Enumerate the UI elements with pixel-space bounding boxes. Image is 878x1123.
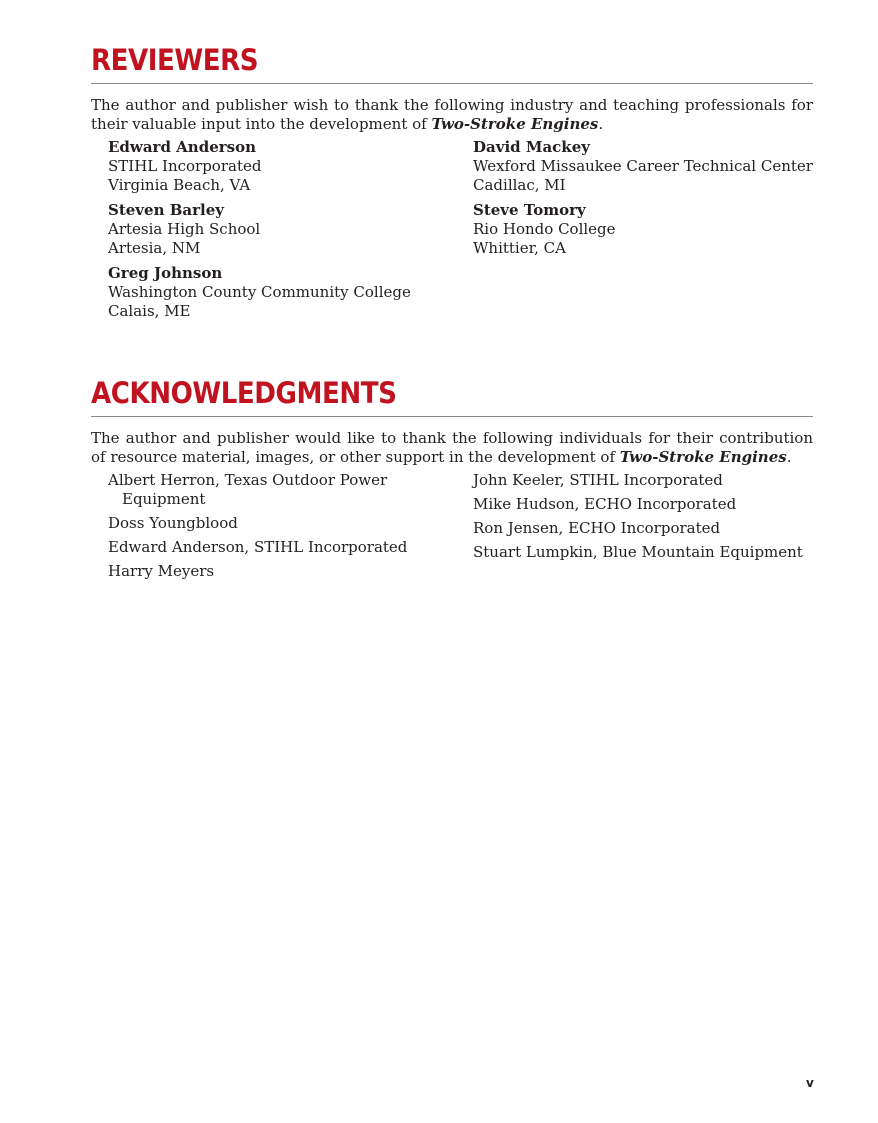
reviewer-entry — [473, 201, 813, 258]
reviewers-intro-text: The author and publisher wish to thank the following industry and teaching professionals for their valuable input into the development of — [91, 96, 813, 133]
acknowledgments-columns — [91, 471, 813, 586]
acknowledgment-item: Edward Anderson, STIHL Incorporated — [108, 538, 408, 556]
reviewers-book-title: Two-Stroke Engines — [431, 115, 599, 133]
reviewer-org: Wexford Missaukee Career Technical Center — [473, 157, 813, 175]
acknowledgments-intro-end: . — [786, 448, 792, 466]
acknowledgment-item: Doss Youngblood — [108, 514, 238, 532]
reviewer-location: Cadillac, MI — [473, 176, 566, 194]
reviewer-org: Artesia High School — [108, 220, 261, 238]
acknowledgment-item: Stuart Lumpkin, Blue Mountain Equipment — [473, 543, 803, 561]
reviewer-entry — [473, 138, 813, 195]
reviewer-name: Greg Johnson — [108, 264, 223, 282]
reviewer-entry — [108, 138, 473, 195]
acknowledgment-item: John Keeler, STIHL Incorporated — [473, 471, 723, 489]
reviewers-right-column — [473, 138, 813, 327]
acknowledgments-intro — [91, 429, 813, 467]
acknowledgments-heading: ACKNOWLEDGMENTS — [91, 376, 397, 410]
reviewer-org: Rio Hondo College — [473, 220, 616, 238]
reviewer-location: Calais, ME — [108, 302, 191, 320]
reviewers-intro — [91, 96, 813, 134]
acknowledgments-left-column — [108, 471, 473, 586]
page-number: v — [806, 1076, 814, 1090]
reviewer-org: Washington County Community College — [108, 283, 411, 301]
acknowledgments-section — [91, 373, 813, 586]
acknowledgments-divider — [91, 416, 813, 417]
reviewer-location: Artesia, NM — [108, 239, 201, 257]
reviewers-divider — [91, 83, 813, 84]
reviewer-entry — [108, 201, 473, 258]
acknowledgment-item: Ron Jensen, ECHO Incorporated — [473, 519, 721, 537]
reviewer-name: Steven Barley — [108, 201, 224, 219]
reviewer-location: Whittier, CA — [473, 239, 566, 257]
acknowledgments-book-title: Two-Stroke Engines — [619, 448, 787, 466]
acknowledgment-item: Albert Herron, Texas Outdoor Power Equipment — [108, 471, 388, 508]
acknowledgment-item: Mike Hudson, ECHO Incorporated — [473, 495, 737, 513]
reviewers-left-column — [108, 138, 473, 327]
reviewers-columns — [91, 138, 813, 327]
page-content — [91, 40, 813, 586]
reviewers-heading: REVIEWERS — [91, 43, 259, 77]
reviewer-name: David Mackey — [473, 138, 590, 156]
acknowledgments-intro-text: The author and publisher would like to thank the following individuals for their contribution of resource material, images, or other support in the development of — [91, 429, 813, 466]
acknowledgments-right-column — [473, 471, 813, 586]
reviewer-entry — [108, 264, 473, 321]
reviewers-section — [91, 40, 813, 327]
reviewer-org: STIHL Incorporated — [108, 157, 262, 175]
reviewer-name: Steve Tomory — [473, 201, 586, 219]
reviewer-location: Virginia Beach, VA — [108, 176, 251, 194]
reviewer-name: Edward Anderson — [108, 138, 257, 156]
acknowledgment-item: Harry Meyers — [108, 562, 215, 580]
reviewers-intro-end: . — [598, 115, 604, 133]
